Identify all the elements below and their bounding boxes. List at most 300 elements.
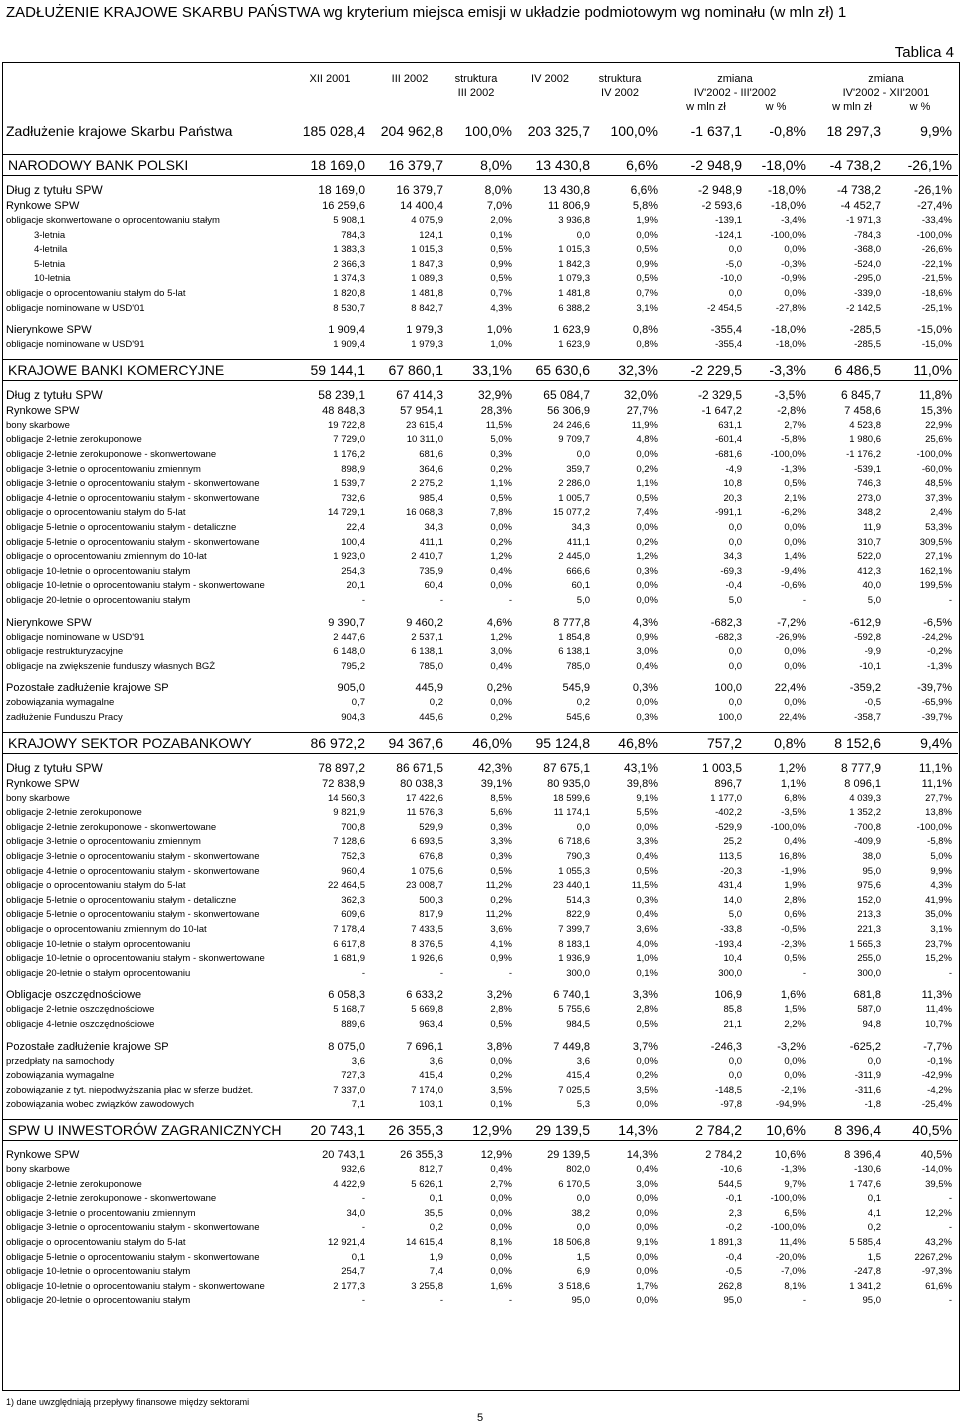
cell-col-6: -139,1	[715, 215, 742, 226]
row-label: obligacje o oprocentowaniu zmiennym do 10-lat	[6, 924, 207, 935]
header-zmiana-2-pct: w %	[909, 101, 931, 113]
cell-col-5: 3,6%	[636, 924, 658, 935]
cell-col-7: -18,0%	[771, 200, 806, 212]
cell-col-1: 1 539,7	[333, 478, 365, 490]
cell-col-6: -355,4	[710, 324, 742, 337]
cell-col-2: 60,4	[424, 580, 443, 592]
cell-col-4: 29 139,5	[535, 1122, 590, 1138]
cell-col-7: -3,2%	[777, 1040, 806, 1053]
cell-col-5: 0,8%	[632, 324, 658, 337]
table-row	[0, 1003, 958, 1018]
table-row	[0, 1192, 958, 1207]
cell-col-1: 6 617,8	[333, 938, 365, 950]
cell-col-4: 1 079,3	[558, 273, 590, 285]
table-row	[0, 565, 958, 580]
table-row	[0, 776, 958, 792]
cell-col-4: 6,9	[576, 1266, 590, 1278]
cell-col-5: 0,0%	[636, 1099, 658, 1111]
cell-col-2: -	[439, 967, 443, 979]
cell-col-3: 8,0%	[480, 157, 512, 173]
cell-col-6: -2 593,6	[701, 200, 742, 212]
cell-col-4: 8 777,8	[553, 616, 590, 629]
cell-col-3: 4,1%	[490, 938, 512, 950]
cell-col-7: -100,0%	[770, 821, 806, 833]
cell-col-3: 0,5%	[490, 244, 512, 256]
cell-col-8: 0,2	[867, 1222, 881, 1234]
cell-col-3: 3,3%	[490, 836, 512, 848]
table-row	[0, 696, 958, 711]
cell-col-6: 0,0	[728, 1070, 742, 1082]
table-row	[0, 835, 958, 850]
section-row	[2, 154, 958, 176]
section-row	[2, 359, 958, 381]
cell-col-2: 6 693,5	[411, 836, 443, 848]
table-row	[0, 1147, 958, 1163]
cell-col-4: 13 430,8	[535, 157, 590, 173]
cell-col-4: 6 138,1	[558, 646, 590, 658]
header-zmiana-1-mln: w mln zł	[686, 101, 726, 113]
cell-col-3: -	[508, 967, 512, 979]
cell-col-6: -682,3	[715, 631, 742, 643]
cell-col-1: 1 820,8	[333, 288, 365, 299]
cell-col-6: 0,0	[728, 660, 742, 672]
cell-col-3: -	[508, 1295, 512, 1307]
cell-col-4: 7 399,7	[558, 924, 590, 935]
cell-col-4: 56 306,9	[547, 404, 590, 417]
header-zmiana-1-period: IV'2002 - III'2002	[693, 87, 777, 99]
table-row	[0, 865, 958, 880]
cell-col-1: 1 374,3	[333, 273, 365, 285]
row-label: 4-letnila	[34, 244, 68, 256]
cell-col-8: 221,3	[857, 924, 881, 935]
cell-col-6: -10,0	[720, 273, 742, 285]
cell-col-9: -26,1%	[907, 157, 952, 173]
table-row	[0, 631, 958, 646]
cell-col-3: 3,5%	[490, 1084, 512, 1096]
cell-col-5: 0,5%	[636, 492, 658, 504]
cell-col-9: 40,5%	[920, 1149, 952, 1161]
cell-col-9: -	[948, 595, 952, 606]
table-row	[0, 550, 958, 565]
row-label: Rynkowe SPW	[6, 200, 80, 212]
cell-col-6: -0,4	[725, 580, 742, 592]
cell-col-2: 411,1	[419, 536, 443, 548]
table-row	[0, 923, 958, 938]
table-row	[0, 1265, 958, 1280]
cell-col-6: -681,6	[715, 449, 742, 460]
cell-col-7: 2,2%	[784, 1019, 806, 1030]
cell-col-4: 802,0	[566, 1164, 590, 1175]
cell-col-1: 254,3	[341, 565, 365, 577]
cell-col-7: 1,1%	[780, 777, 806, 790]
cell-col-8: 4 523,8	[849, 419, 881, 431]
cell-col-9: -24,2%	[921, 631, 952, 643]
cell-col-9: -	[948, 1222, 952, 1234]
cell-col-1: 2 366,3	[333, 258, 365, 270]
row-label: obligacje 2-letnie oszczędnościowe	[6, 1004, 155, 1016]
cell-col-6: 896,7	[714, 777, 742, 790]
cell-col-8: -409,9	[854, 836, 881, 848]
cell-col-1: 6 058,3	[328, 989, 365, 1002]
cell-col-5: 0,8%	[636, 339, 658, 351]
cell-col-6: -529,9	[715, 821, 742, 833]
cell-col-2: 963,4	[419, 1019, 443, 1030]
cell-col-4: 0,0	[576, 449, 590, 460]
table-row	[0, 338, 958, 353]
cell-col-7: -100,0%	[770, 449, 806, 460]
cell-col-1: 0,1	[351, 1251, 365, 1263]
cell-col-9: 11,3%	[921, 989, 952, 1002]
cell-col-3: 3,8%	[486, 1040, 512, 1053]
cell-col-9: -4,2%	[927, 1084, 952, 1096]
cell-col-8: -368,0	[854, 244, 881, 256]
cell-col-5: 4,3%	[632, 616, 658, 629]
table-row	[0, 448, 958, 463]
cell-col-7: -3,5%	[781, 807, 806, 819]
cell-col-2: 1 015,3	[411, 244, 443, 256]
row-label: obligacje 10-letnie o oprocentowaniu stałym - skonwertowane	[6, 953, 265, 965]
cell-col-2: 529,9	[419, 821, 443, 833]
cell-col-4: 5 755,6	[558, 1004, 590, 1016]
row-label: obligacje 20-letnie o oprocentowaniu stałym	[6, 595, 191, 606]
cell-col-3: 0,2%	[490, 536, 512, 548]
table-row	[0, 229, 958, 244]
cell-col-2: 204 962,8	[380, 123, 443, 139]
cell-col-2: 985,4	[419, 492, 443, 504]
cell-col-5: 0,0%	[636, 1222, 658, 1234]
cell-col-1: 22,4	[346, 522, 365, 533]
cell-col-1: 78 897,2	[318, 760, 365, 775]
cell-col-9: -	[948, 1193, 952, 1205]
cell-col-2: 364,6	[419, 463, 443, 475]
cell-col-4: 984,5	[566, 1019, 590, 1030]
table-row	[0, 477, 958, 492]
cell-col-2: 10 311,0	[406, 434, 443, 446]
cell-col-3: 0,0%	[490, 1055, 512, 1067]
row-label: obligacje 10-letnie o stałym oprocentowaniu	[6, 938, 191, 950]
table-row	[0, 403, 958, 419]
table-row	[0, 952, 958, 967]
cell-col-1: 14 729,1	[328, 507, 365, 519]
table-row	[0, 579, 958, 594]
page-number: 5	[476, 1412, 484, 1424]
cell-col-9: 61,6%	[925, 1280, 952, 1292]
cell-col-1: 960,4	[341, 865, 365, 877]
cell-col-7: 6,8%	[784, 792, 806, 804]
table-row	[0, 272, 958, 287]
table-row	[0, 792, 958, 807]
header-struktura-2-period: IV 2002	[601, 87, 639, 99]
footnote: 1) dane uwzględniają przepływy finansowe między sektorami	[6, 1397, 250, 1407]
header-zmiana-2: zmiana	[868, 73, 904, 85]
cell-col-3: 0,3%	[490, 449, 512, 460]
cell-col-6: 0,0	[728, 697, 742, 709]
cell-col-1: 18 169,0	[310, 157, 365, 173]
cell-col-9: 11,1%	[921, 777, 952, 790]
cell-col-7: -0,3%	[781, 258, 806, 270]
cell-col-1: 2 447,6	[333, 631, 365, 643]
cell-col-1: 18 169,0	[318, 183, 365, 197]
cell-col-9: 39,5%	[925, 1178, 952, 1190]
cell-col-1: 48 848,3	[322, 404, 365, 417]
cell-col-6: 2 784,2	[705, 1149, 742, 1161]
cell-col-6: -1 647,2	[701, 404, 742, 417]
cell-col-1: 20 743,1	[322, 1149, 365, 1161]
cell-col-7: -20,0%	[775, 1251, 806, 1263]
cell-col-4: 785,0	[566, 660, 590, 672]
cell-col-5: 0,4%	[636, 660, 658, 672]
cell-col-2: 94 367,6	[388, 734, 443, 751]
table-row	[0, 1084, 958, 1099]
cell-col-7: -7,2%	[777, 616, 806, 629]
cell-col-9: 162,1%	[919, 565, 952, 577]
cell-col-9: 40,5%	[912, 1122, 952, 1138]
cell-col-4: 15 077,2	[553, 507, 590, 519]
cell-col-4: 411,1	[566, 536, 590, 548]
header-struktura-1-period: III 2002	[457, 87, 495, 99]
table-row	[0, 806, 958, 821]
cell-col-6: 757,2	[706, 734, 742, 751]
row-label: KRAJOWE BANKI KOMERCYJNE	[8, 361, 225, 378]
cell-col-5: 1,7%	[636, 1280, 658, 1292]
cell-col-7: 1,4%	[784, 551, 806, 563]
cell-col-5: 5,8%	[632, 200, 658, 212]
cell-col-5: 0,9%	[636, 258, 658, 270]
cell-col-8: 1 341,2	[849, 1280, 881, 1292]
cell-col-8: 213,3	[857, 909, 881, 921]
cell-col-6: 25,2	[723, 836, 742, 848]
cell-col-6: 113,5	[718, 851, 742, 862]
cell-col-8: -285,5	[849, 324, 881, 337]
cell-col-2: 16 379,7	[388, 157, 443, 173]
cell-col-4: 666,6	[566, 565, 590, 577]
cell-col-9: 9,9%	[920, 123, 952, 139]
cell-col-5: 0,0%	[636, 449, 658, 460]
cell-col-7: -5,8%	[781, 434, 806, 446]
cell-col-8: -612,9	[849, 616, 881, 629]
cell-col-3: 0,1%	[490, 1099, 512, 1111]
table-row	[0, 1039, 958, 1055]
table-row	[0, 536, 958, 551]
cell-col-5: 5,5%	[636, 807, 658, 819]
cell-col-7: 0,0%	[784, 697, 806, 709]
cell-col-7: 1,6%	[780, 989, 806, 1002]
cell-col-8: 0,0	[867, 1055, 881, 1067]
cell-col-6: 2 784,2	[695, 1122, 742, 1138]
cell-col-1: 8 075,0	[328, 1040, 365, 1053]
cell-col-2: 3,6	[429, 1055, 443, 1067]
table-row	[0, 821, 958, 836]
cell-col-3: 8,0%	[484, 183, 512, 197]
cell-col-1: 5 908,1	[333, 215, 365, 226]
table-row	[0, 1178, 958, 1193]
row-label: KRAJOWY SEKTOR POZABANKOWY	[8, 734, 252, 751]
cell-col-6: -193,4	[715, 938, 742, 950]
row-label: obligacje 10-letnie o oprocentowaniu stałym - skonwertowane	[6, 580, 265, 592]
cell-col-3: 12,9%	[480, 1149, 512, 1161]
cell-col-7: -18,0%	[775, 339, 806, 351]
cell-col-4: 87 675,1	[543, 760, 590, 775]
cell-col-6: -1 637,1	[690, 123, 742, 139]
cell-col-1: 72 838,9	[322, 777, 365, 790]
cell-col-9: 3,1%	[930, 924, 952, 935]
cell-col-5: 3,7%	[632, 1040, 658, 1053]
cell-col-6: -0,4	[725, 1251, 742, 1263]
cell-col-1: 59 144,1	[310, 361, 365, 378]
cell-col-9: 27,1%	[925, 551, 952, 563]
cell-col-7: -18,0%	[761, 157, 806, 173]
header-xii2001: XII 2001	[309, 73, 351, 85]
row-label: przedpłaty na samochody	[6, 1055, 115, 1067]
cell-col-4: 0,0	[576, 821, 590, 833]
cell-col-9: 53,3%	[925, 522, 952, 533]
cell-col-3: 0,3%	[490, 821, 512, 833]
table-row	[0, 182, 958, 198]
cell-col-8: -0,5	[864, 697, 881, 709]
cell-col-7: 1,9%	[784, 880, 806, 892]
cell-col-9: -60,0%	[921, 463, 952, 475]
cell-col-4: 7 449,8	[553, 1040, 590, 1053]
cell-col-7: -3,3%	[769, 361, 806, 378]
cell-col-5: 0,4%	[636, 1164, 658, 1175]
cell-col-1: 898,9	[341, 463, 365, 475]
cell-col-4: 23 440,1	[553, 880, 590, 892]
cell-col-3: 0,5%	[490, 1019, 512, 1030]
cell-col-2: 1 089,3	[411, 273, 443, 285]
cell-col-8: -4 738,2	[836, 183, 881, 197]
cell-col-3: 11,5%	[485, 419, 512, 431]
cell-col-5: 0,3%	[636, 712, 658, 723]
cell-col-3: 0,2%	[490, 463, 512, 475]
cell-col-7: 0,5%	[784, 953, 806, 965]
cell-col-5: 3,5%	[636, 1084, 658, 1096]
table-row	[0, 433, 958, 448]
cell-col-2: -	[439, 1295, 443, 1307]
row-label: obligacje o oprocentowaniu stałym do 5-lat	[6, 880, 186, 892]
cell-col-1: 609,6	[341, 909, 365, 921]
row-label: Rynkowe SPW	[6, 777, 80, 790]
table-row	[0, 1069, 958, 1084]
cell-col-4: 6 740,1	[553, 989, 590, 1002]
cell-col-2: 5 669,8	[411, 1004, 443, 1016]
cell-col-5: 0,0%	[636, 821, 658, 833]
row-label: obligacje 3-letnie o oprocentowaniu stałym - skonwertowane	[6, 478, 260, 490]
cell-col-1: 9 821,9	[333, 807, 365, 819]
cell-col-9: 199,5%	[919, 580, 952, 592]
cell-col-6: 262,8	[718, 1280, 742, 1292]
cell-col-9: 43,2%	[925, 1237, 952, 1248]
cell-col-3: 4,3%	[490, 302, 512, 314]
cell-col-1: 19 722,8	[328, 419, 365, 431]
row-label: obligacje 3-letnie o oprocentowaniu stałym - skonwertowane	[6, 1222, 260, 1234]
cell-col-8: -285,5	[854, 339, 881, 351]
cell-col-4: 95 124,8	[535, 734, 590, 751]
cell-col-7: -0,9%	[781, 273, 806, 285]
cell-col-8: 310,7	[857, 536, 881, 548]
cell-col-3: 0,0%	[490, 1266, 512, 1278]
cell-col-5: 0,7%	[636, 288, 658, 299]
row-label: obligacje 3-letnie o oprocentowaniu zmiennym	[6, 836, 201, 848]
cell-col-2: 2 537,1	[411, 631, 443, 643]
cell-col-8: 1 980,6	[849, 434, 881, 446]
cell-col-7: 2,8%	[784, 894, 806, 906]
cell-col-4: 1 854,8	[558, 631, 590, 643]
cell-col-9: 2267,2%	[914, 1251, 952, 1263]
cell-col-3: 0,4%	[490, 565, 512, 577]
cell-col-9: 9,9%	[930, 865, 952, 877]
cell-col-6: -33,8	[720, 924, 742, 935]
cell-col-1: 14 560,3	[328, 792, 365, 804]
cell-col-2: 445,9	[415, 682, 443, 695]
cell-col-7: 0,0%	[784, 536, 806, 548]
cell-col-5: 14,3%	[618, 1122, 658, 1138]
cell-col-6: 5,0	[728, 909, 742, 921]
cell-col-4: 0,0	[576, 1222, 590, 1234]
cell-col-3: 0,2%	[490, 1070, 512, 1082]
cell-col-8: -625,2	[849, 1040, 881, 1053]
cell-col-7: -6,2%	[781, 507, 806, 519]
cell-col-6: -0,1	[725, 1193, 742, 1205]
row-label: bony skarbowe	[6, 792, 70, 804]
cell-col-3: 0,4%	[490, 660, 512, 672]
cell-col-4: 415,4	[566, 1070, 590, 1082]
cell-col-3: 3,2%	[486, 989, 512, 1002]
cell-col-8: -358,7	[854, 712, 881, 723]
cell-col-2: 2 410,7	[411, 551, 443, 563]
table-row	[0, 967, 958, 982]
cell-col-4: 95,0	[571, 1295, 590, 1307]
cell-col-6: 100,0	[714, 682, 742, 695]
cell-col-8: -130,6	[854, 1164, 881, 1175]
cell-col-5: 0,9%	[636, 631, 658, 643]
cell-col-1: 1 909,4	[328, 324, 365, 337]
cell-col-8: 8 777,9	[840, 760, 881, 775]
cell-col-8: -1 176,2	[846, 449, 881, 460]
cell-col-4: 3 936,8	[558, 215, 590, 226]
cell-col-5: 100,0%	[610, 123, 658, 139]
cell-col-8: 273,0	[857, 492, 881, 504]
cell-col-8: 40,0	[862, 580, 881, 592]
cell-col-8: -247,8	[854, 1266, 881, 1278]
row-label: SPW U INWESTORÓW ZAGRANICZNYCH	[8, 1122, 282, 1138]
cell-col-8: 1 352,2	[849, 807, 881, 819]
cell-col-9: 11,8%	[918, 387, 952, 402]
cell-col-8: 38,0	[862, 851, 881, 862]
cell-col-2: 103,1	[419, 1099, 443, 1111]
cell-col-9: -100,0%	[916, 229, 952, 241]
cell-col-2: 415,4	[419, 1070, 443, 1082]
row-label: Dług z tytułu SPW	[6, 760, 103, 775]
cell-col-1: 732,6	[341, 492, 365, 504]
cell-col-2: 8 376,5	[411, 938, 443, 950]
table-row	[0, 1018, 958, 1033]
header-iii2002: III 2002	[391, 73, 429, 85]
cell-col-3: 0,0%	[490, 580, 512, 592]
cell-col-6: -148,5	[715, 1084, 742, 1096]
cell-col-9: -14,0%	[921, 1164, 952, 1175]
cell-col-4: 60,1	[571, 580, 590, 592]
table-row	[0, 258, 958, 273]
cell-col-6: 300,0	[718, 967, 742, 979]
cell-col-9: -22,1%	[921, 258, 952, 270]
cell-col-1: 22 464,5	[328, 880, 365, 892]
cell-col-2: 17 422,6	[406, 792, 443, 804]
cell-col-7: 16,8%	[779, 851, 806, 862]
cell-col-8: -9,9	[864, 646, 881, 658]
cell-col-2: 9 460,2	[406, 616, 443, 629]
cell-col-5: 4,0%	[636, 938, 658, 950]
cell-col-1: 20,1	[346, 580, 365, 592]
